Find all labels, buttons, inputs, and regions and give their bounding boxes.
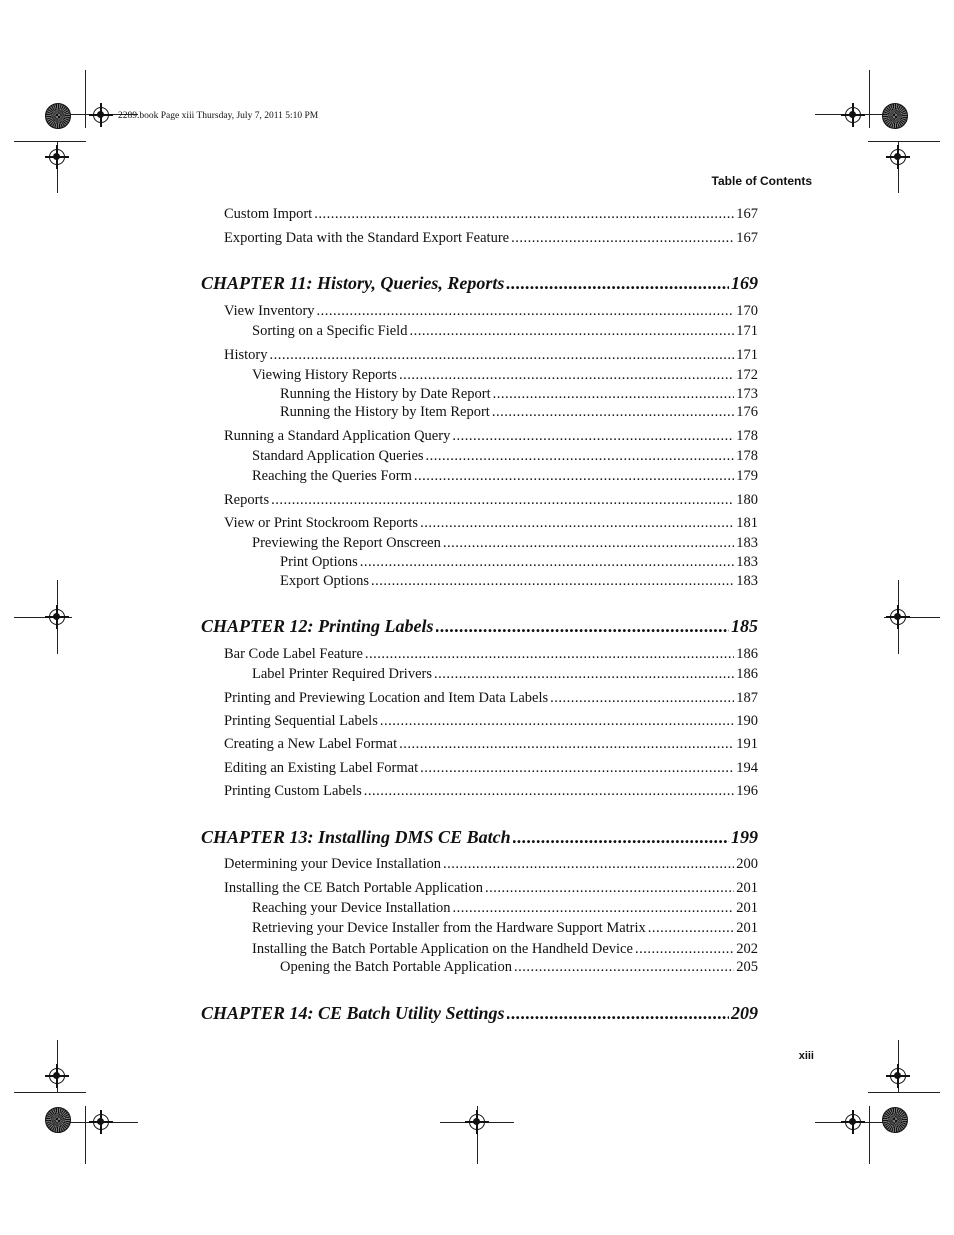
dot-leader bbox=[426, 447, 735, 465]
toc-page-number: 181 bbox=[736, 515, 758, 531]
toc-page-number: 200 bbox=[736, 856, 758, 872]
toc-entry[interactable] bbox=[224, 855, 758, 873]
dot-leader bbox=[371, 572, 734, 590]
toc-entry-title: Export Options bbox=[280, 573, 370, 589]
toc-entry-title: CHAPTER 11: History, Queries, Reports bbox=[201, 273, 505, 293]
dot-leader bbox=[443, 534, 734, 552]
toc-entry-title: Running the History by Date Report bbox=[280, 386, 491, 402]
toc-entry-title: Creating a New Label Format bbox=[224, 736, 398, 752]
toc-entry[interactable] bbox=[252, 322, 758, 340]
toc-entry-title: CHAPTER 14: CE Batch Utility Settings bbox=[201, 1003, 505, 1023]
toc-entry-title: Retrieving your Device Installer from the Hardware Support Matrix bbox=[252, 920, 646, 936]
toc-entry[interactable] bbox=[224, 346, 758, 364]
toc-entry-title: Installing the CE Batch Portable Application bbox=[224, 880, 483, 896]
dot-leader bbox=[271, 491, 734, 509]
toc-entry-title: Opening the Batch Portable Application bbox=[280, 959, 512, 975]
dot-leader bbox=[453, 899, 735, 917]
dot-leader bbox=[648, 919, 734, 937]
dot-leader bbox=[514, 958, 734, 976]
toc-entry-title: Print Options bbox=[280, 554, 358, 570]
toc-page-number: 172 bbox=[736, 367, 758, 383]
toc-page-number: 171 bbox=[736, 323, 758, 339]
dot-leader bbox=[436, 615, 729, 637]
dot-leader bbox=[511, 229, 734, 247]
toc-entry-title: Installing the Batch Portable Application on the Handheld Device bbox=[252, 941, 633, 957]
toc-entry[interactable] bbox=[224, 735, 758, 753]
dot-leader bbox=[635, 940, 734, 958]
dot-leader bbox=[513, 826, 729, 848]
dot-leader bbox=[364, 782, 735, 800]
toc-entry-title: Determining your Device Installation bbox=[224, 856, 442, 872]
toc-page-number: 171 bbox=[736, 347, 758, 363]
toc-page-number: 201 bbox=[736, 920, 758, 936]
dot-leader bbox=[434, 665, 734, 683]
chapter-heading[interactable] bbox=[201, 1002, 758, 1024]
toc-page-number: 209 bbox=[731, 1003, 758, 1023]
toc-entry[interactable] bbox=[224, 302, 758, 320]
dot-leader bbox=[314, 205, 734, 223]
dot-leader bbox=[317, 302, 735, 320]
toc-entry[interactable] bbox=[252, 919, 758, 937]
toc-entry-title: Viewing History Reports bbox=[252, 367, 397, 383]
toc-entry[interactable] bbox=[280, 572, 758, 590]
toc-entry-title: Previewing the Report Onscreen bbox=[252, 535, 441, 551]
toc-entry[interactable] bbox=[252, 447, 758, 465]
toc-entry-title: CHAPTER 12: Printing Labels bbox=[201, 616, 434, 636]
dot-leader bbox=[399, 735, 734, 753]
toc-page-number: 187 bbox=[736, 690, 758, 706]
toc-page-number: 186 bbox=[736, 646, 758, 662]
toc-entry[interactable] bbox=[224, 689, 758, 707]
dot-leader bbox=[493, 385, 735, 403]
dot-leader bbox=[452, 427, 734, 445]
toc-entry[interactable] bbox=[224, 514, 758, 532]
toc-page-number: 183 bbox=[736, 554, 758, 570]
toc-entry[interactable] bbox=[252, 940, 758, 958]
toc-entry-title: Custom Import bbox=[224, 206, 313, 222]
toc-entry[interactable] bbox=[280, 958, 758, 976]
toc-entry[interactable] bbox=[280, 553, 758, 571]
toc-entry-title: Printing and Previewing Location and Item Data Labels bbox=[224, 690, 549, 706]
toc-entry-title: Sorting on a Specific Field bbox=[252, 323, 408, 339]
toc-entry-title: Exporting Data with the Standard Export Feature bbox=[224, 230, 510, 246]
toc-entry-title: View Inventory bbox=[224, 303, 315, 319]
toc-entry-title: Printing Sequential Labels bbox=[224, 713, 378, 729]
toc-entry-title: CHAPTER 13: Installing DMS CE Batch bbox=[201, 827, 511, 847]
toc-page-number: 202 bbox=[736, 941, 758, 957]
toc-page-number: 185 bbox=[731, 616, 758, 636]
chapter-heading[interactable] bbox=[201, 272, 758, 294]
toc-page-number: 167 bbox=[736, 230, 758, 246]
toc-entry-title: History bbox=[224, 347, 268, 363]
toc-page-number: 183 bbox=[736, 535, 758, 551]
dot-leader bbox=[365, 645, 734, 663]
dot-leader bbox=[485, 879, 734, 897]
toc-page-number: 170 bbox=[736, 303, 758, 319]
dot-leader bbox=[270, 346, 735, 364]
print-slug: 2289.book Page xiii Thursday, July 7, 2011 5:10 PM bbox=[118, 111, 319, 121]
dot-leader bbox=[420, 759, 734, 777]
toc-page-number: 178 bbox=[736, 448, 758, 464]
dot-leader bbox=[420, 514, 734, 532]
toc-page-number: 173 bbox=[736, 386, 758, 402]
dot-leader bbox=[443, 855, 734, 873]
toc-page-number: 178 bbox=[736, 428, 758, 444]
toc-page-number: 180 bbox=[736, 492, 758, 508]
toc-page-number: 169 bbox=[731, 273, 758, 293]
toc-entry-title: Running a Standard Application Query bbox=[224, 428, 451, 444]
dot-leader bbox=[380, 712, 734, 730]
toc-page-number: 191 bbox=[736, 736, 758, 752]
toc-page-number: 205 bbox=[736, 959, 758, 975]
toc-entry[interactable] bbox=[252, 899, 758, 917]
toc-entry[interactable] bbox=[224, 645, 758, 663]
toc-page-number: 179 bbox=[736, 468, 758, 484]
dot-leader bbox=[399, 366, 734, 384]
toc-page-number: 167 bbox=[736, 206, 758, 222]
toc-entry-title: Label Printer Required Drivers bbox=[252, 666, 432, 682]
toc-entry[interactable] bbox=[224, 205, 758, 223]
toc-entry[interactable] bbox=[252, 534, 758, 552]
toc-page-number: 196 bbox=[736, 783, 758, 799]
toc-entry-title: Running the History by Item Report bbox=[280, 404, 490, 420]
toc-page-number: 186 bbox=[736, 666, 758, 682]
toc-page-number: 190 bbox=[736, 713, 758, 729]
toc-entry[interactable] bbox=[252, 366, 758, 384]
toc-entry[interactable] bbox=[224, 879, 758, 897]
toc-entry[interactable] bbox=[280, 385, 758, 403]
chapter-heading[interactable] bbox=[201, 826, 758, 848]
toc-entry[interactable] bbox=[224, 759, 758, 777]
toc-entry[interactable] bbox=[224, 712, 758, 730]
toc-page-number: 194 bbox=[736, 760, 758, 776]
toc-entry[interactable] bbox=[224, 229, 758, 247]
toc-entry-title: Bar Code Label Feature bbox=[224, 646, 363, 662]
dot-leader bbox=[506, 272, 729, 294]
dot-leader bbox=[507, 1002, 729, 1024]
toc-entry[interactable] bbox=[280, 403, 758, 421]
toc-entry-title: View or Print Stockroom Reports bbox=[224, 515, 419, 531]
toc-entry-title: Reaching your Device Installation bbox=[252, 900, 451, 916]
page-number: xiii bbox=[798, 1050, 814, 1062]
toc-page-number: 201 bbox=[736, 900, 758, 916]
toc-page-number: 183 bbox=[736, 573, 758, 589]
toc-entry[interactable] bbox=[224, 782, 758, 800]
toc-entry-title: Standard Application Queries bbox=[252, 448, 424, 464]
toc-page-number: 176 bbox=[736, 404, 758, 420]
toc-page-number: 201 bbox=[736, 880, 758, 896]
dot-leader bbox=[409, 322, 734, 340]
dot-leader bbox=[492, 403, 734, 421]
running-head: Table of Contents bbox=[711, 174, 812, 188]
dot-leader bbox=[550, 689, 734, 707]
toc-entry-title: Reports bbox=[224, 492, 270, 508]
toc-entry-title: Reaching the Queries Form bbox=[252, 468, 412, 484]
toc-page-number: 199 bbox=[731, 827, 758, 847]
toc-entry-title: Editing an Existing Label Format bbox=[224, 760, 419, 776]
toc-entry-title: Printing Custom Labels bbox=[224, 783, 362, 799]
toc-entry[interactable] bbox=[224, 427, 758, 445]
toc-entry[interactable] bbox=[224, 491, 758, 509]
dot-leader bbox=[360, 553, 735, 571]
dot-leader bbox=[414, 467, 734, 485]
toc-entry[interactable] bbox=[252, 467, 758, 485]
chapter-heading[interactable] bbox=[201, 615, 758, 637]
toc-entry[interactable] bbox=[252, 665, 758, 683]
